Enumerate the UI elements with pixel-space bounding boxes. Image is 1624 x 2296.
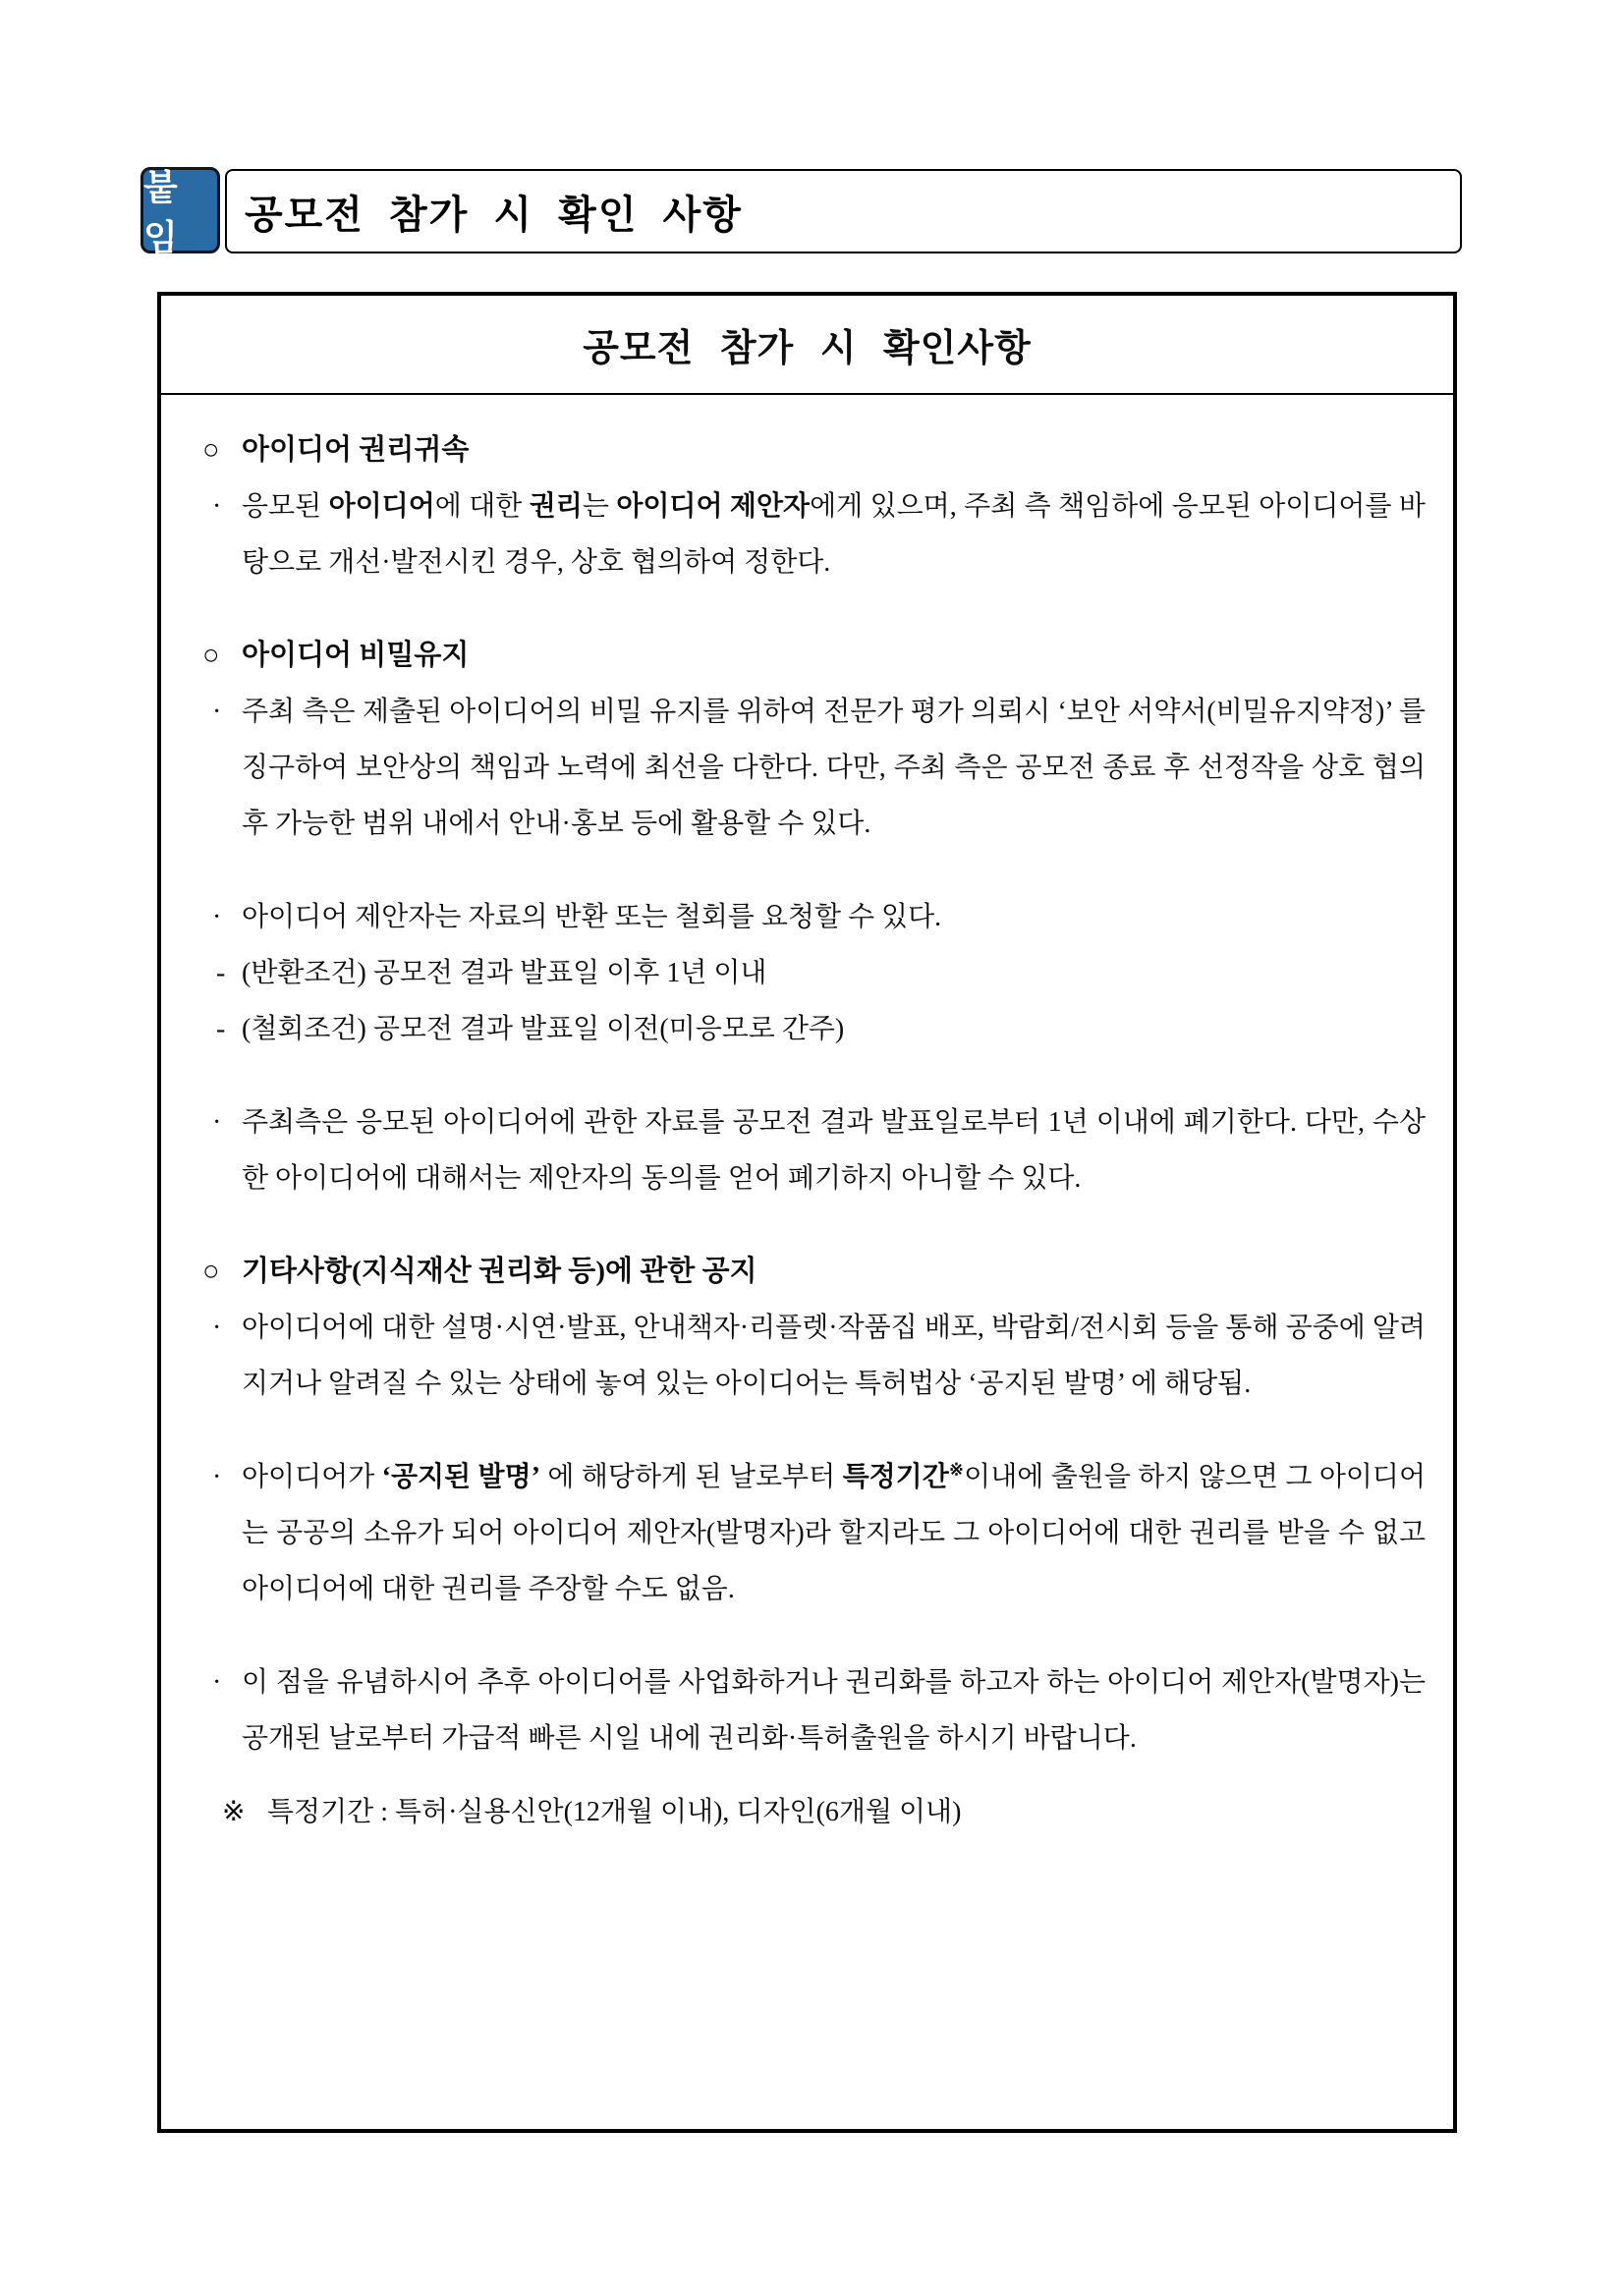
- header-title-box: [225, 169, 1462, 253]
- bullet-item: [202, 1300, 1426, 1412]
- dot-bullet: ·: [212, 1107, 222, 1138]
- content-box-title: 공모전 참가 시 확인사항: [583, 328, 1032, 369]
- footnote-text: 특정기간 : 특허·실용신안(12개월 이내), 디자인(6개월 이내): [267, 1797, 962, 1827]
- text-segment: (반환조건) 공모전 결과 발표일 이후 1년 이내: [242, 958, 767, 988]
- content-box: [157, 292, 1457, 2133]
- section-title-row: [202, 1244, 1426, 1300]
- text-segment: 주최 측은 제출된 아이디어의 비밀 유지를 위하여 전문가 평가 의뢰시 ‘보안 서약서(비밀유지약정)’ 를 징구하여 보안상의 책임과 노력에 최선을 다한다. 다만, 주최 측은 공모전 종료 후 선정작을 상호 협의 후 가능한 범위 내에서 안내·홍보 등에 활용할 수 있다.: [242, 697, 1426, 839]
- section-title: 기타사항(지식재산 권리화 등)에 관한 공지: [242, 1256, 757, 1287]
- bullet-item: [202, 1094, 1426, 1206]
- text-segment: 이내에 출원을 하지 않으면 그 아이디어는 공공의 소유가 되어 아이디어 제안자(발명자)라 할지라도 그 아이디어에 대한 권리를 받을 수 없고 아이디어에 대한 권리를 주장할 수도 없음.: [242, 1462, 1427, 1604]
- paragraph-text: [242, 478, 1426, 590]
- text-segment: 아이디어가: [242, 1462, 382, 1492]
- circle-bullet: ○: [202, 640, 220, 671]
- dash-bullet: -: [216, 958, 226, 988]
- bullet-item: [202, 1449, 1426, 1617]
- paragraph-text: [242, 684, 1426, 852]
- text-segment: 응모된: [242, 491, 329, 522]
- section-idea-rights: [202, 422, 1426, 590]
- paragraph-text: [242, 1001, 1426, 1057]
- dot-bullet: ·: [212, 1667, 222, 1698]
- footnote-reference-mark: ※: [948, 1460, 965, 1480]
- paragraph-text: [242, 945, 1426, 1001]
- text-segment: 주최측은 응모된 아이디어에 관한 자료를 공모전 결과 발표일로부터 1년 이내에 폐기한다. 다만, 수상한 아이디어에 대해서는 제안자의 동의를 얻어 폐기하지 아니할 수 있다.: [242, 1107, 1426, 1194]
- text-segment: 이 점을 유념하시어 추후 아이디어를 사업화하거나 권리화를 하고자 하는 아이디어 제안자(발명자)는 공개된 날로부터 가급적 빠른 시일 내에 권리화·특허출원을 하시기 바랍니다.: [242, 1667, 1426, 1754]
- bullet-item: [202, 478, 1426, 590]
- text-segment: 아이디어에 대한 설명·시연·발표, 안내책자·리플렛·작품집 배포, 박람회/전시회 등을 통해 공중에 알려지거나 알려질 수 있는 상태에 놓여 있는 아이디어는 특허법상 ‘공지된 발명’ 에 해당됨.: [242, 1313, 1426, 1399]
- section-idea-confidentiality: [202, 628, 1426, 1206]
- bullet-item: [202, 1654, 1426, 1766]
- text-segment: 아이디어 제안자는 자료의 반환 또는 철회를 요청할 수 있다.: [242, 902, 942, 932]
- paragraph-text: [242, 1300, 1426, 1412]
- text-segment: 는: [582, 491, 617, 522]
- section-title: 아이디어 권리귀속: [242, 434, 470, 466]
- bullet-item: [202, 684, 1426, 852]
- paragraph-text: [242, 1654, 1426, 1766]
- footnote-marker: ※: [222, 1797, 246, 1827]
- dot-bullet: ·: [212, 1462, 222, 1492]
- dot-bullet: ·: [212, 491, 222, 522]
- header-title: 공모전 참가 시 확인 사항: [245, 193, 743, 237]
- text-segment-bold: 아이디어 제안자: [616, 491, 811, 522]
- attachment-badge-label: 붙 임: [143, 167, 180, 257]
- circle-bullet: ○: [202, 434, 220, 466]
- dot-bullet: ·: [212, 902, 222, 932]
- section-other-notice: [202, 1244, 1426, 1766]
- paragraph-text: [242, 889, 1426, 945]
- section-title: 아이디어 비밀유지: [242, 640, 470, 671]
- text-segment-bold: ‘공지된 발명’: [381, 1462, 540, 1492]
- section-title-row: [202, 628, 1426, 684]
- dash-item: [202, 1001, 1426, 1057]
- text-segment: 에 해당하게 된 날로부터: [539, 1462, 843, 1492]
- dot-bullet: ·: [212, 1313, 222, 1343]
- footnote-row: [202, 1784, 1426, 1840]
- content-box-header: [161, 296, 1453, 395]
- circle-bullet: ○: [202, 1256, 220, 1287]
- paragraph-text: [242, 1449, 1426, 1617]
- dash-bullet: -: [216, 1014, 226, 1044]
- section-title-row: [202, 422, 1426, 478]
- text-segment-bold: 권리: [529, 491, 583, 522]
- text-segment: 에게 있으며, 주최 측 책임하에 응모된 아이디어를 바탕으로 개선·발전시킨 경우, 상호 협의하여 정한다.: [242, 491, 1426, 578]
- dot-bullet: ·: [212, 697, 222, 727]
- text-segment: 에 대한: [434, 491, 530, 522]
- paragraph-text: [242, 1094, 1426, 1206]
- content-body: [161, 395, 1453, 1840]
- text-segment-bold: 아이디어: [328, 491, 435, 522]
- attachment-badge: [140, 167, 220, 257]
- text-segment: (철회조건) 공모전 결과 발표일 이전(미응모로 간주): [242, 1014, 845, 1044]
- text-segment-bold: 특정기간: [842, 1462, 949, 1492]
- dash-item: [202, 945, 1426, 1001]
- bullet-item: [202, 889, 1426, 945]
